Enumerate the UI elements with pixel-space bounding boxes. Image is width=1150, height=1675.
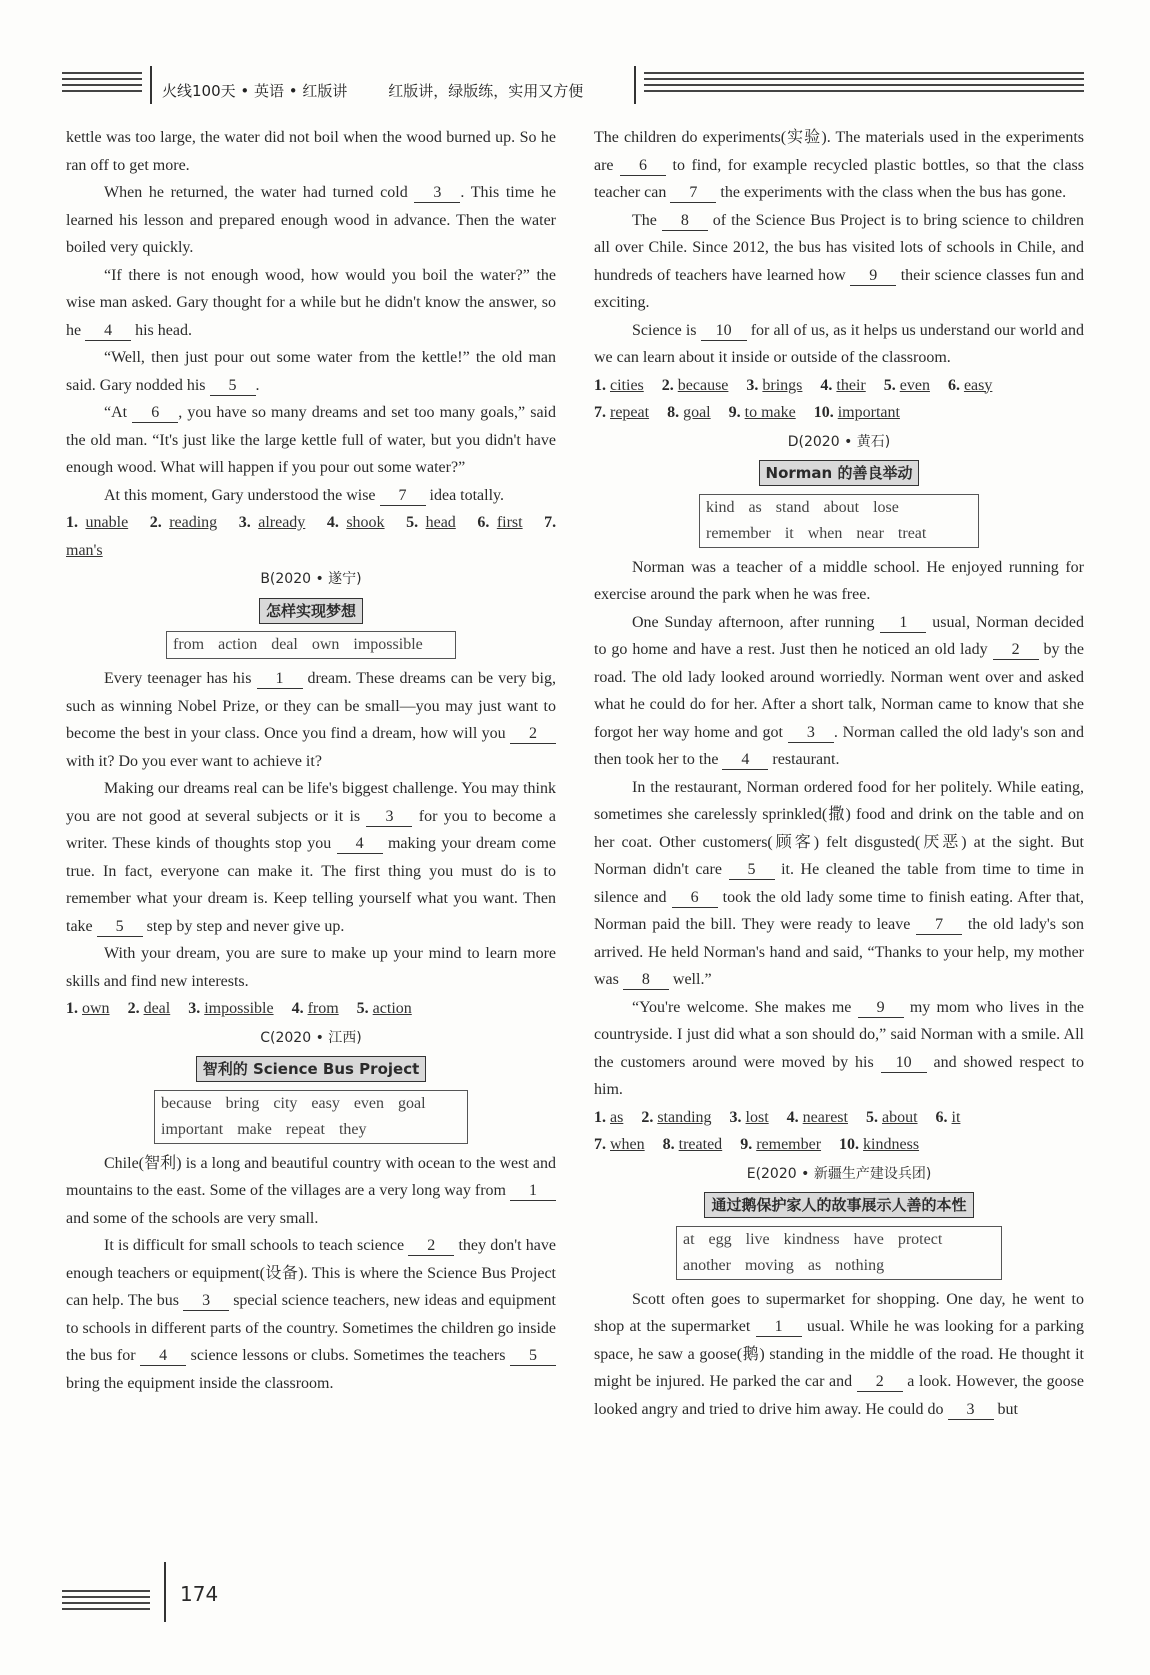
blank: 6 <box>620 157 666 176</box>
word-box-c <box>154 1090 468 1144</box>
blank: 2 <box>857 1373 903 1392</box>
word-box-d <box>699 494 979 548</box>
blank: 7 <box>380 487 426 506</box>
header-divider-right <box>634 66 636 104</box>
header <box>162 80 583 101</box>
passage-d-source: D(2020 • 黄石) <box>787 433 891 450</box>
passage-e-source: E(2020 • 新疆生产建设兵团) <box>746 1165 932 1182</box>
blank: 9 <box>850 267 896 286</box>
blank: 7 <box>670 184 716 203</box>
blank: 3 <box>183 1292 229 1311</box>
book-title: 火线100天 • 英语 • 红版讲 <box>162 82 348 100</box>
word-box-line: another moving as nothing <box>683 1256 885 1274</box>
blank: 3 <box>788 724 834 743</box>
passage-a-paragraph: At this moment, Gary understood the wise 7 idea totally. <box>104 486 505 504</box>
answer-key-b: 1. own 2. deal 3. impossible 4. from 5. action <box>66 1000 412 1017</box>
blank: 8 <box>662 212 708 231</box>
header-slogan: 红版讲，绿版练，实用又方便 <box>388 82 584 100</box>
passage-a-paragraph: “At 6 , you have so many dreams and set too many goals,” said the old man. “It's just like the large kettle full of water, but you didn't have enough wood. What will happen if you pour out some water?” <box>66 404 557 476</box>
word-box-line: remember it when near treat <box>706 524 927 542</box>
passage-b-title: 怎样实现梦想 <box>66 598 556 626</box>
passage-b-paragraph: Making our dreams real can be life's biggest challenge. You may think you are not good at several subjects or it is 3 for you to become a writer. These kinds of thoughts stop you 4 making your dream come true. In fact, everyone can make it. The first thing you must do is to remember what your dream is. Keep telling yourself what you want. Then take 5 step by step and never give up. <box>66 780 557 935</box>
blank: 10 <box>881 1054 927 1073</box>
header-rule-left <box>62 72 142 98</box>
passage-b-paragraph: Every teenager has his 1 dream. These dreams can be very big, such as winning Nobel Prize, or they can be small—you may just want to become the best in your class. Once you find a dream, how will you 2 with it? Do you ever want to achieve it? <box>66 670 556 770</box>
passage-c-paragraph: The children do experiments(实验). The materials used in the experiments are 6 to find, for example recycled plastic bottles, so that the class teacher can 7 the experiments with the class when the bus has gone. <box>594 129 1085 201</box>
passage-d-paragraph: Norman was a teacher of a middle school. He enjoyed running for exercise around the park when he was free. <box>594 558 1084 603</box>
header-divider <box>150 66 152 104</box>
answer-key-d: 1. as 2. standing 3. lost 4. nearest 5. about 6. it 7. when 8. treated 9. remember 10. kindness <box>594 1108 961 1153</box>
blank: 3 <box>414 184 460 203</box>
blank: 1 <box>257 670 303 689</box>
passage-a-paragraph: “Well, then just pour out some water from the kettle!” the old man said. Gary nodded his 5 . <box>66 349 556 394</box>
passage-a-paragraph: “If there is not enough wood, how would you boil the water?” the wise man asked. Gary thought for a while but he didn't know the answer, so he 4 his head. <box>66 266 556 339</box>
blank: 4 <box>140 1347 186 1366</box>
passage-d-title: Norman 的善良举动 <box>594 460 1084 488</box>
blank: 3 <box>948 1401 994 1420</box>
answer-key-a: 1. unable 2. reading 3. already 4. shook 5. head 6. first 7. man's <box>66 514 557 559</box>
blank: 5 <box>729 861 775 880</box>
word-box-e <box>676 1226 1002 1280</box>
blank: 2 <box>510 725 556 744</box>
blank: 1 <box>510 1182 556 1201</box>
answer-key-c: 1. cities 2. because 3. brings 4. their 5. even 6. easy 7. repeat 8. goal 9. to make 10. important <box>594 376 993 421</box>
passage-a-text: kettle was too large, the water did not boil when the wood burned up. So he ran off to get more. <box>66 129 556 174</box>
header-rule-right <box>644 72 1084 98</box>
blank: 4 <box>722 751 768 770</box>
left-column <box>66 124 556 1397</box>
blank: 9 <box>858 999 904 1018</box>
blank: 5 <box>97 918 143 937</box>
word-box-line: important make repeat they <box>161 1120 367 1138</box>
word-box-line: kind as stand about lose <box>706 498 899 516</box>
passage-c-paragraph: It is difficult for small schools to teach science 2 they don't have enough teachers or equipment(设备). This is where the Science Bus Project can help. The bus 3 special science teachers, new ideas and equipment to schools in different parts of the country. Sometimes the children go inside the bus for 4 science lessons or clubs. Sometimes the teachers 5 bring the equipment inside the classroom. <box>66 1237 557 1392</box>
passage-a-paragraph: When he returned, the water had turned cold 3 . This time he learned his lesson and prepared enough wood in advance. Then the water boiled very quickly. <box>66 184 557 256</box>
right-column <box>594 124 1084 1423</box>
blank: 2 <box>408 1237 454 1256</box>
footer-rule <box>62 1590 150 1614</box>
passage-c-paragraph: Chile(智利) is a long and beautiful country with ocean to the west and mountains to the east. Some of the villages are a very long way from 1 and some of the schools are very small. <box>66 1154 556 1227</box>
word-box-b: from action deal own impossible <box>166 631 456 659</box>
passage-b-paragraph: With your dream, you are sure to make up your mind to learn more skills and find new interests. <box>66 945 556 990</box>
passage-c-paragraph: Science is 10 for all of us, as it helps us understand our world and we can learn about it inside or outside of the classroom. <box>594 321 1085 366</box>
passage-e-title: 通过鹅保护家人的故事展示人善的本性 <box>594 1192 1084 1220</box>
blank: 1 <box>756 1318 802 1337</box>
passage-d-paragraph: “You're welcome. She makes me 9 my mom who lives in the countryside. I just did what a son should do,” said Norman with a smile. All the customers around were moved by his 10 and showed respect to him. <box>594 998 1085 1098</box>
word-box-line: at egg live kindness have protect <box>683 1230 943 1248</box>
word-box-line: because bring city easy even goal <box>161 1094 426 1112</box>
blank: 5 <box>210 377 256 396</box>
page-number: 174 <box>180 1582 219 1606</box>
blank: 6 <box>672 889 718 908</box>
footer-divider <box>164 1562 166 1622</box>
blank: 1 <box>880 614 926 633</box>
passage-c-title: 智利的 Science Bus Project <box>66 1056 556 1084</box>
passage-c-paragraph: The 8 of the Science Bus Project is to bring science to children all over Chile. Since 2012, the bus has visited lots of schools in Chile, and hundreds of teachers have learned how 9 their science classes fun and exciting. <box>594 211 1084 311</box>
blank: 3 <box>366 808 412 827</box>
blank: 2 <box>993 641 1039 660</box>
passage-c-source: C(2020 • 江西) <box>260 1029 362 1046</box>
blank: 10 <box>701 322 747 341</box>
blank: 8 <box>623 971 669 990</box>
blank: 4 <box>85 322 131 341</box>
passage-d-paragraph: In the restaurant, Norman ordered food for her politely. While eating, sometimes she carelessly sprinkled(撒) food and drink on the table and on her coat. Other customers(顾客) felt disgusted(厌恶) at the sight. But Norman didn't care 5 it. He cleaned the table from time to time in silence and 6 took the old lady some time to finish eating. After that, Norman paid the bill. They were ready to leave 7 the old lady's son arrived. He held Norman's hand and said, “Thanks to your help, my mother was 8 well.” <box>594 778 1085 988</box>
blank: 5 <box>510 1347 556 1366</box>
blank: 6 <box>132 404 178 423</box>
blank: 4 <box>337 835 383 854</box>
passage-d-paragraph: One Sunday afternoon, after running 1 usual, Norman decided to go home and have a rest. Just then he noticed an old lady 2 by the road. The old lady looked around worriedly. Norman went over and asked what he could do for her. After a short talk, Norman came to know that she forgot her way home and got 3 . Norman called the old lady's son and then took her to the 4 restaurant. <box>594 613 1085 768</box>
passage-b-source: B(2020 • 遂宁) <box>260 571 362 587</box>
passage-e-paragraph: Scott often goes to supermarket for shopping. One day, he went to shop at the supermarket 1 usual. While he was looking for a parking space, he saw a goose(鹅) standing in the middle of the road. He thought it might be injured. He parked the car and 2 a look. However, the goose looked angry and tried to drive him away. He could do 3 but <box>594 1290 1085 1418</box>
blank: 7 <box>916 916 962 935</box>
